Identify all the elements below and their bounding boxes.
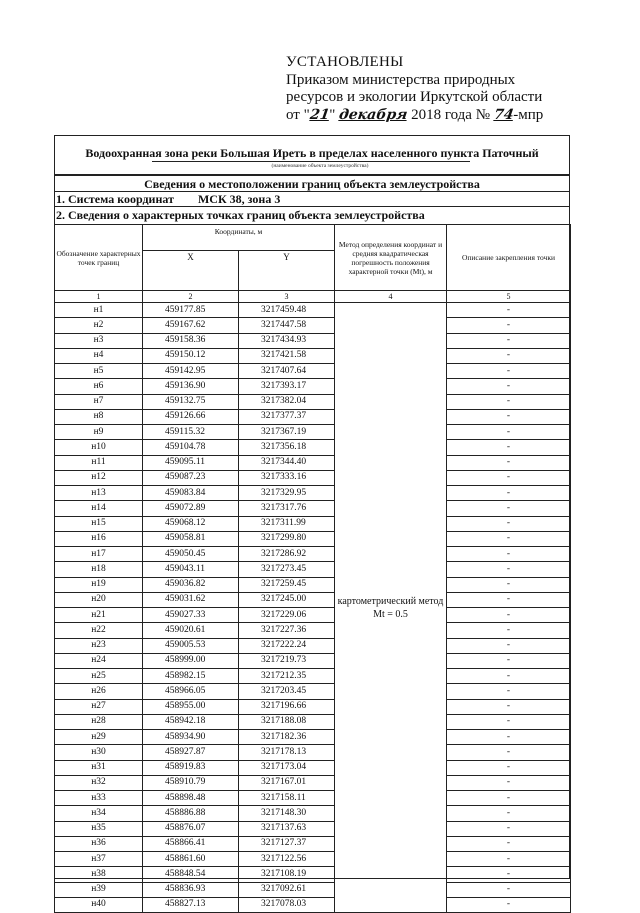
- fix-description: -: [447, 806, 571, 821]
- table-row: [55, 425, 571, 440]
- x-coordinate: 459177.85: [143, 303, 239, 318]
- fix-description: -: [447, 577, 571, 592]
- fix-description: -: [447, 470, 571, 485]
- fix-description: -: [447, 867, 571, 882]
- y-coordinate: 3217212.35: [239, 669, 335, 684]
- section-location-info: Сведения о местоположении границ объекта землеустройства: [54, 175, 570, 192]
- y-coordinate: 3217459.48: [239, 303, 335, 318]
- x-coordinate: 458910.79: [143, 775, 239, 790]
- fix-description: -: [447, 303, 571, 318]
- fix-description: -: [447, 653, 571, 668]
- table-row: [55, 653, 571, 668]
- table-row: [55, 455, 571, 470]
- x-coordinate: 459005.53: [143, 638, 239, 653]
- fix-description: -: [447, 379, 571, 394]
- header-point: Обозначение характерных точек границ: [55, 225, 143, 291]
- table-row: [55, 760, 571, 775]
- fix-description: -: [447, 669, 571, 684]
- table-row: [55, 730, 571, 745]
- x-coordinate: 458966.05: [143, 684, 239, 699]
- table-row: [55, 486, 571, 501]
- point-id: н15: [55, 516, 143, 531]
- y-coordinate: 3217227.36: [239, 623, 335, 638]
- table-row: [55, 714, 571, 729]
- point-id: н32: [55, 775, 143, 790]
- table-row: [55, 623, 571, 638]
- point-id: н39: [55, 882, 143, 897]
- point-id: н10: [55, 440, 143, 455]
- x-coordinate: 458886.88: [143, 806, 239, 821]
- fix-description: -: [447, 836, 571, 851]
- approval-date-line: [286, 107, 543, 125]
- col-number: 3: [239, 291, 335, 303]
- order-suffix: -мпр: [513, 106, 544, 123]
- fix-description: -: [447, 791, 571, 806]
- table-row: [55, 775, 571, 790]
- y-coordinate: 3217434.93: [239, 333, 335, 348]
- y-coordinate: 3217188.08: [239, 714, 335, 729]
- fix-description: -: [447, 592, 571, 607]
- table-row: [55, 577, 571, 592]
- table-row: [55, 547, 571, 562]
- y-coordinate: 3217356.18: [239, 440, 335, 455]
- point-id: н13: [55, 486, 143, 501]
- x-coordinate: 458848.54: [143, 867, 239, 882]
- table-row: [55, 470, 571, 485]
- x-coordinate: 458836.93: [143, 882, 239, 897]
- col-number: 1: [55, 291, 143, 303]
- fix-description: -: [447, 821, 571, 836]
- y-coordinate: 3217344.40: [239, 455, 335, 470]
- date-month-handwritten: декабря: [338, 106, 409, 123]
- table-row: [55, 852, 571, 867]
- approval-title: УСТАНОВЛЕНЫ: [286, 54, 404, 70]
- x-coordinate: 458934.90: [143, 730, 239, 745]
- y-coordinate: 3217329.95: [239, 486, 335, 501]
- fix-description: -: [447, 531, 571, 546]
- x-coordinate: 458827.13: [143, 897, 239, 912]
- x-coordinate: 459087.23: [143, 470, 239, 485]
- x-coordinate: 459132.75: [143, 394, 239, 409]
- point-id: н35: [55, 821, 143, 836]
- point-id: н30: [55, 745, 143, 760]
- x-coordinate: 459027.33: [143, 608, 239, 623]
- fix-description: -: [447, 501, 571, 516]
- table-row: [55, 318, 571, 333]
- point-id: н7: [55, 394, 143, 409]
- x-coordinate: 459095.11: [143, 455, 239, 470]
- x-coordinate: 459142.95: [143, 364, 239, 379]
- point-id: н25: [55, 669, 143, 684]
- fix-description: -: [447, 730, 571, 745]
- x-coordinate: 458861.60: [143, 852, 239, 867]
- point-id: н28: [55, 714, 143, 729]
- point-id: н12: [55, 470, 143, 485]
- header-method: Метод определения координат и средняя квадратическая погрешность положения характерной точки (Мt), м: [335, 225, 447, 291]
- point-id: н18: [55, 562, 143, 577]
- fix-description: -: [447, 745, 571, 760]
- y-coordinate: 3217317.76: [239, 501, 335, 516]
- x-coordinate: 458876.07: [143, 821, 239, 836]
- point-id: н24: [55, 653, 143, 668]
- x-coordinate: 459167.62: [143, 318, 239, 333]
- point-id: н29: [55, 730, 143, 745]
- table-row: [55, 669, 571, 684]
- x-coordinate: 459126.66: [143, 409, 239, 424]
- point-id: н19: [55, 577, 143, 592]
- point-id: н4: [55, 348, 143, 363]
- point-id: н40: [55, 897, 143, 912]
- approval-line-2: Приказом министерства природных: [286, 71, 516, 88]
- coord-system-label: 1. Система координат: [56, 192, 174, 206]
- x-coordinate: 459020.61: [143, 623, 239, 638]
- points-table-body: [55, 303, 571, 913]
- point-id: н31: [55, 760, 143, 775]
- fix-description: -: [447, 364, 571, 379]
- x-coordinate: 458955.00: [143, 699, 239, 714]
- x-coordinate: 458942.18: [143, 714, 239, 729]
- table-row: [55, 501, 571, 516]
- approval-header: [286, 54, 543, 124]
- table-row: [55, 516, 571, 531]
- x-coordinate: 459036.82: [143, 577, 239, 592]
- y-coordinate: 3217137.63: [239, 821, 335, 836]
- x-coordinate: 458927.87: [143, 745, 239, 760]
- x-coordinate: 458999.00: [143, 653, 239, 668]
- y-coordinate: 3217196.66: [239, 699, 335, 714]
- x-coordinate: 458982.15: [143, 669, 239, 684]
- point-id: н5: [55, 364, 143, 379]
- y-coordinate: 3217286.92: [239, 547, 335, 562]
- fix-description: -: [447, 775, 571, 790]
- col-number: 2: [143, 291, 239, 303]
- fix-description: -: [447, 562, 571, 577]
- point-id: н3: [55, 333, 143, 348]
- x-coordinate: 459115.32: [143, 425, 239, 440]
- y-coordinate: 3217148.30: [239, 806, 335, 821]
- x-coordinate: 458919.83: [143, 760, 239, 775]
- x-coordinate: 459050.45: [143, 547, 239, 562]
- y-coordinate: 3217078.03: [239, 897, 335, 912]
- table-row: [55, 806, 571, 821]
- point-id: н23: [55, 638, 143, 653]
- y-coordinate: 3217245.00: [239, 592, 335, 607]
- x-coordinate: 459104.78: [143, 440, 239, 455]
- y-coordinate: 3217182.36: [239, 730, 335, 745]
- x-coordinate: 459031.62: [143, 592, 239, 607]
- point-id: н9: [55, 425, 143, 440]
- y-coordinate: 3217447.58: [239, 318, 335, 333]
- title-underline: [152, 161, 470, 162]
- point-id: н14: [55, 501, 143, 516]
- x-coordinate: 459068.12: [143, 516, 239, 531]
- point-id: н27: [55, 699, 143, 714]
- coord-system-value: МСК 38, зона 3: [197, 192, 281, 206]
- y-coordinate: 3217299.80: [239, 531, 335, 546]
- coord-system-row: [54, 192, 570, 207]
- table-row: [55, 699, 571, 714]
- object-title-caption: (наименование объекта землеустройства): [271, 163, 369, 169]
- header-coords: Координаты, м: [143, 225, 335, 251]
- y-coordinate: 3217173.04: [239, 760, 335, 775]
- y-coordinate: 3217382.04: [239, 394, 335, 409]
- y-coordinate: 3217377.37: [239, 409, 335, 424]
- fix-description: -: [447, 425, 571, 440]
- fix-description: -: [447, 455, 571, 470]
- fix-description: -: [447, 348, 571, 363]
- y-coordinate: 3217259.45: [239, 577, 335, 592]
- x-coordinate: 459058.81: [143, 531, 239, 546]
- fix-description: -: [447, 714, 571, 729]
- point-id: н1: [55, 303, 143, 318]
- date-quote: ": [329, 106, 336, 123]
- y-coordinate: 3217222.24: [239, 638, 335, 653]
- table-row: [55, 364, 571, 379]
- point-id: н6: [55, 379, 143, 394]
- col-number: 4: [335, 291, 447, 303]
- point-id: н36: [55, 836, 143, 851]
- table-row: [55, 348, 571, 363]
- table-row: [55, 791, 571, 806]
- y-coordinate: 3217333.16: [239, 470, 335, 485]
- table-row: [55, 608, 571, 623]
- fix-description: -: [447, 333, 571, 348]
- y-coordinate: 3217158.11: [239, 791, 335, 806]
- y-coordinate: 3217407.64: [239, 364, 335, 379]
- y-coordinate: 3217178.13: [239, 745, 335, 760]
- col-number: 5: [447, 291, 571, 303]
- point-id: н37: [55, 852, 143, 867]
- fix-description: -: [447, 638, 571, 653]
- fix-description: -: [447, 318, 571, 333]
- fix-description: -: [447, 760, 571, 775]
- fix-description: -: [447, 409, 571, 424]
- table-row: [55, 821, 571, 836]
- x-coordinate: 459136.90: [143, 379, 239, 394]
- table-row: [55, 638, 571, 653]
- fix-description: -: [447, 440, 571, 455]
- date-year: 2018 года №: [411, 106, 491, 123]
- points-table: [54, 224, 571, 913]
- table-row: [55, 409, 571, 424]
- y-coordinate: 3217421.58: [239, 348, 335, 363]
- table-row: [55, 684, 571, 699]
- fix-description: -: [447, 394, 571, 409]
- x-coordinate: 458898.48: [143, 791, 239, 806]
- x-coordinate: 459158.36: [143, 333, 239, 348]
- y-coordinate: 3217167.01: [239, 775, 335, 790]
- fix-description: -: [447, 882, 571, 897]
- table-row: [55, 394, 571, 409]
- table-row: [55, 836, 571, 851]
- fix-description: -: [447, 699, 571, 714]
- y-coordinate: 3217367.19: [239, 425, 335, 440]
- point-id: н26: [55, 684, 143, 699]
- point-id: н21: [55, 608, 143, 623]
- x-coordinate: 459072.89: [143, 501, 239, 516]
- header-y: Y: [239, 251, 335, 291]
- table-row: [55, 867, 571, 882]
- x-coordinate: 459043.11: [143, 562, 239, 577]
- fix-description: -: [447, 623, 571, 638]
- fix-description: -: [447, 486, 571, 501]
- table-row: [55, 745, 571, 760]
- fix-description: -: [447, 547, 571, 562]
- point-id: н33: [55, 791, 143, 806]
- y-coordinate: 3217393.17: [239, 379, 335, 394]
- point-id: н16: [55, 531, 143, 546]
- fix-description: -: [447, 608, 571, 623]
- y-coordinate: 3217092.61: [239, 882, 335, 897]
- section-points-title: 2. Сведения о характерных точках границ объекта землеустройства: [56, 208, 425, 222]
- point-id: н11: [55, 455, 143, 470]
- date-prefix: от ": [286, 106, 310, 123]
- date-day-handwritten: 21: [308, 106, 331, 123]
- order-number-handwritten: 74: [492, 106, 515, 123]
- x-coordinate: 459083.84: [143, 486, 239, 501]
- fix-description: -: [447, 516, 571, 531]
- table-row: [55, 531, 571, 546]
- point-id: н34: [55, 806, 143, 821]
- y-coordinate: 3217273.45: [239, 562, 335, 577]
- table-row: [55, 562, 571, 577]
- object-title: Водоохранная зона реки Большая Иреть в пределах населенного пункта Паточный: [85, 146, 539, 160]
- fix-description: -: [447, 852, 571, 867]
- y-coordinate: 3217219.73: [239, 653, 335, 668]
- point-id: н38: [55, 867, 143, 882]
- point-id: н20: [55, 592, 143, 607]
- table-row: [55, 882, 571, 897]
- y-coordinate: 3217122.56: [239, 852, 335, 867]
- fix-description: -: [447, 684, 571, 699]
- table-row: [55, 303, 571, 318]
- x-coordinate: 458866.41: [143, 836, 239, 851]
- approval-line-3: ресурсов и экологии Иркутской области: [286, 89, 543, 105]
- table-row: [55, 440, 571, 455]
- fix-description: -: [447, 897, 571, 912]
- header-fix: Описание закрепления точки: [447, 225, 571, 291]
- point-id: н2: [55, 318, 143, 333]
- y-coordinate: 3217108.19: [239, 867, 335, 882]
- y-coordinate: 3217311.99: [239, 516, 335, 531]
- y-coordinate: 3217203.45: [239, 684, 335, 699]
- object-title-block: [54, 135, 570, 175]
- point-id: н17: [55, 547, 143, 562]
- header-x: X: [143, 251, 239, 291]
- table-row: [55, 333, 571, 348]
- table-row: [55, 592, 571, 607]
- y-coordinate: 3217229.06: [239, 608, 335, 623]
- point-id: н22: [55, 623, 143, 638]
- table-row: [55, 379, 571, 394]
- x-coordinate: 459150.12: [143, 348, 239, 363]
- method-cell: картометрический метод Mt = 0.5: [335, 303, 447, 913]
- y-coordinate: 3217127.37: [239, 836, 335, 851]
- point-id: н8: [55, 409, 143, 424]
